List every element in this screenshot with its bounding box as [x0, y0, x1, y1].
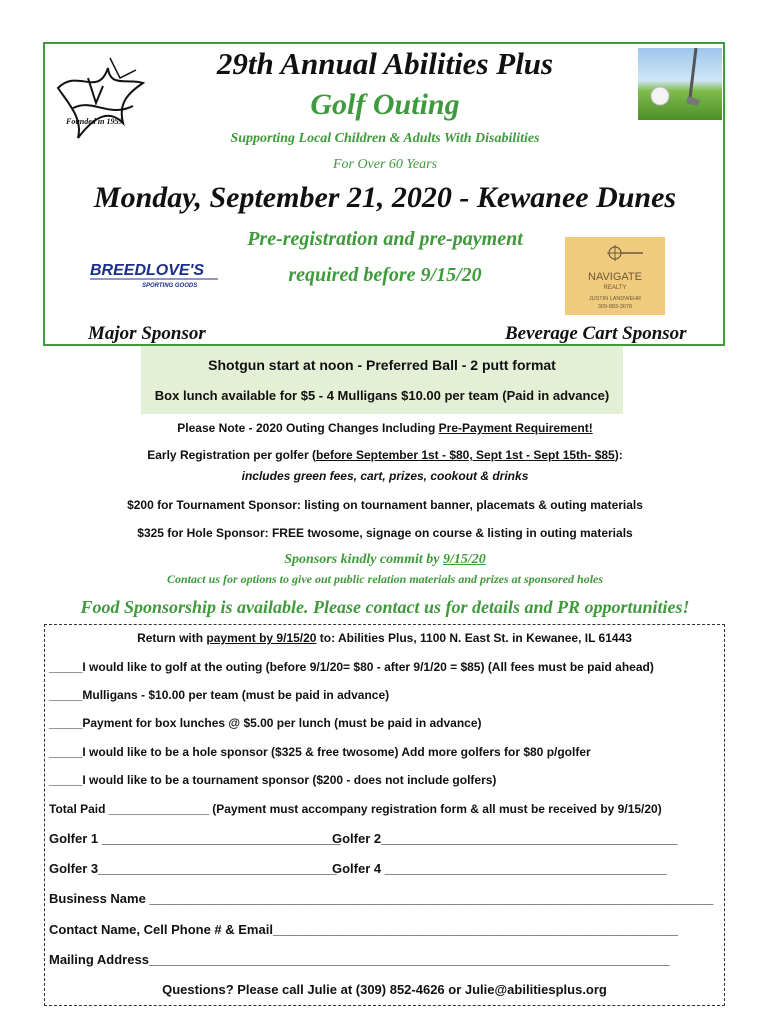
- golfer4-field[interactable]: Golfer 4 _______________________________________: [332, 861, 667, 876]
- event-subtitle-golf: Golf Outing: [310, 88, 460, 121]
- navigate-realty-logo: [565, 237, 665, 315]
- sponsor-commit-line: Sponsors kindly commit by 9/15/20: [284, 552, 486, 567]
- hole-sponsor-option-line[interactable]: _____I would like to be a hole sponsor ($325 & free twosome) Add more golfers for $80 p/golfer: [49, 745, 591, 759]
- svg-text:JUSTIN LANDWEHR: JUSTIN LANDWEHR: [588, 296, 642, 302]
- event-date: Monday, September 21, 2020 - Kewanee Dunes: [93, 181, 677, 214]
- contact-options-line: Contact us for options to give out public relation materials and prizes at sponsored holes: [166, 572, 604, 586]
- abilities-plus-logo: [48, 48, 158, 152]
- payment-deadline: payment by 9/15/20: [206, 631, 317, 645]
- commit-date: 9/15/20: [442, 552, 486, 567]
- event-title: 29th Annual Abilities Plus: [216, 46, 554, 81]
- hole-sponsor-line: $325 for Hole Sponsor: FREE twosome, signage on course & listing in outing materials: [137, 526, 633, 540]
- return-address-line: Return with payment by 9/15/20 to: Abilities Plus, 1100 N. East St. in Kewanee, IL 61443: [137, 631, 632, 645]
- golfer1-field[interactable]: Golfer 1 _________________________________: [49, 831, 341, 846]
- golfer2-field[interactable]: Golfer 2_________________________________________: [332, 831, 678, 846]
- questions-line: Questions? Please call Julie at (309) 852-4626 or Julie@abilitiesplus.org: [162, 982, 607, 997]
- mailing-address-field[interactable]: Mailing Address________________________________________________________________________: [49, 952, 670, 967]
- golf-ball-image: [638, 48, 722, 120]
- food-sponsorship-line: Food Sponsorship is available. Please contact us for details and PR opportunities!: [80, 597, 690, 617]
- golf-option-line[interactable]: _____I would like to golf at the outing (before 9/1/20= $80 - after 9/1/20 = $85) (All fees must be paid ahead): [49, 660, 654, 674]
- note-line: Please Note - 2020 Outing Changes Including Pre-Payment Requirement!: [177, 421, 593, 435]
- breedloves-logo: [88, 258, 220, 290]
- major-sponsor-label: Major Sponsor: [88, 323, 206, 344]
- svg-text:REALTY: REALTY: [603, 285, 627, 291]
- prereg-deadline: required before 9/15/20: [288, 264, 482, 286]
- business-name-field[interactable]: Business Name ______________________________________________________________________________: [49, 891, 714, 906]
- tournament-sponsor-option-line[interactable]: _____I would like to be a tournament sponsor ($200 - does not include golfers): [49, 773, 497, 787]
- tagline: Supporting Local Children & Adults With Disabilities: [230, 131, 540, 146]
- mulligans-option-line[interactable]: _____Mulligans - $10.00 per team (must be paid in advance): [49, 688, 390, 702]
- golfer3-field[interactable]: Golfer 3_________________________________: [49, 861, 337, 876]
- early-registration-dates: before September 1st - $80, Sept 1st - Sept 15th- $85: [315, 448, 615, 462]
- early-registration-line: Early Registration per golfer (before September 1st - $80, Sept 1st - Sept 15th- $85):: [147, 448, 623, 462]
- box-lunch-option-line[interactable]: _____Payment for box lunches @ $5.00 per lunch (must be paid in advance): [49, 716, 482, 730]
- svg-text:309-883-3078: 309-883-3078: [597, 304, 633, 310]
- total-paid-field[interactable]: Total Paid _______________ (Payment must accompany registration form & all must be received by 9/15/20): [49, 802, 662, 816]
- svg-text:BREEDLOVE'S: BREEDLOVE'S: [90, 262, 205, 279]
- includes-line: includes green fees, cart, prizes, cookout & drinks: [241, 469, 529, 483]
- contact-name-field[interactable]: Contact Name, Cell Phone # & Email________________________________________________________: [49, 922, 678, 937]
- prereg-notice: Pre-registration and pre-payment: [247, 228, 523, 250]
- logo-founded-text: Founded in 1959: [66, 117, 123, 126]
- prepayment-requirement: Pre-Payment Requirement!: [438, 421, 593, 435]
- svg-text:NAVIGATE: NAVIGATE: [588, 271, 642, 283]
- tournament-sponsor-line: $200 for Tournament Sponsor: listing on tournament banner, placemats & outing materials: [127, 498, 643, 512]
- cart-sponsor-label: Beverage Cart Sponsor: [505, 323, 687, 344]
- svg-text:SPORTING GOODS: SPORTING GOODS: [142, 283, 198, 289]
- tagline-years: For Over 60 Years: [332, 157, 438, 172]
- box-lunch-text: Box lunch available for $5 - 4 Mulligans $10.00 per team (Paid in advance): [154, 388, 610, 403]
- shotgun-start-text: Shotgun start at noon - Preferred Ball - 2 putt format: [208, 357, 556, 373]
